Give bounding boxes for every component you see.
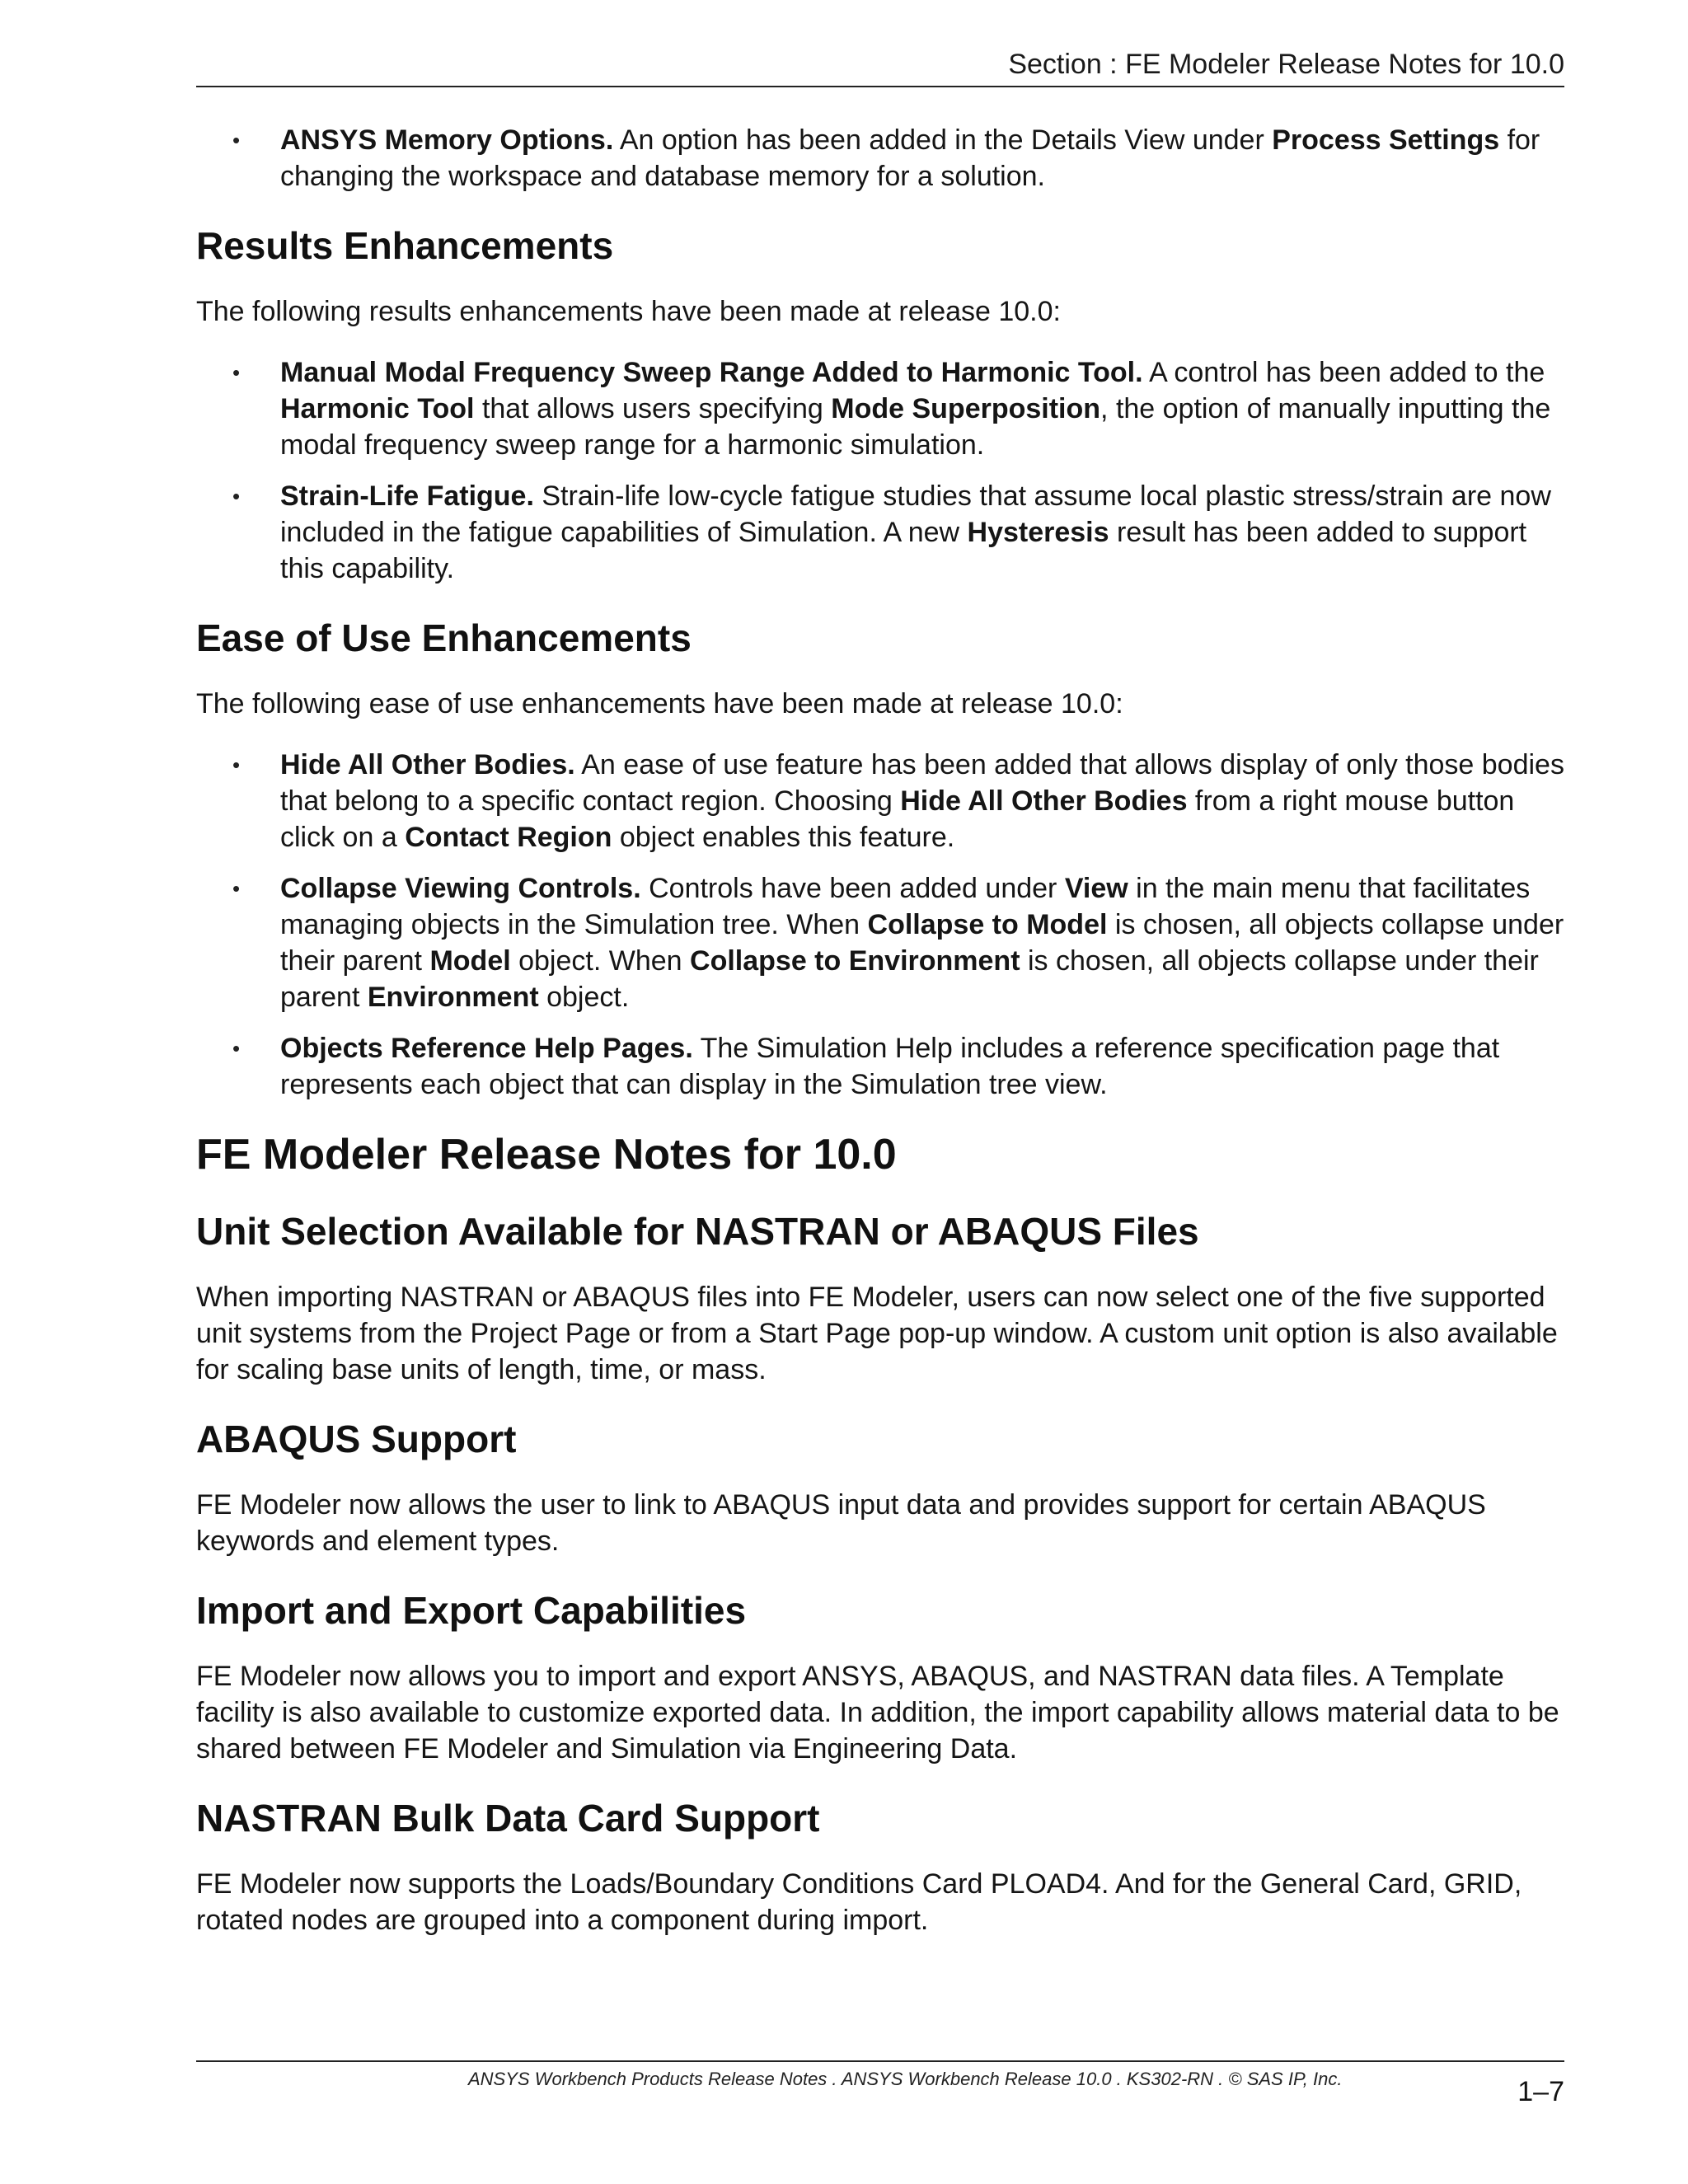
footer-divider — [196, 2060, 1564, 2062]
results-bullet-list — [196, 354, 1564, 587]
bold-term: Strain-Life Fatigue. — [280, 480, 534, 512]
bullet-text — [280, 480, 1551, 584]
ease-of-use-bullet-list — [196, 747, 1564, 1103]
footer-citation: ANSYS Workbench Products Release Notes . ANSYS Workbench Release 10.0 . KS302-RN . © SAS IP, Inc. — [468, 2069, 1343, 2089]
section-heading-ease-of-use: Ease of Use Enhancements — [196, 616, 692, 659]
bullet-text — [280, 124, 1540, 192]
bold-term: Harmonic Tool — [280, 393, 475, 424]
intro-bullet-list — [196, 122, 1564, 194]
bold-term: Hysteresis — [967, 517, 1109, 548]
bold-term: Objects Reference Help Pages. — [280, 1033, 693, 1064]
section-heading-nastran-bulk-data: NASTRAN Bulk Data Card Support — [196, 1797, 820, 1840]
bold-term: Hide All Other Bodies — [900, 785, 1188, 817]
list-item — [196, 747, 1564, 855]
bold-term: Contact Region — [405, 822, 612, 853]
text-run: that allows users specifying — [474, 393, 832, 424]
bold-term: Process Settings — [1272, 124, 1500, 156]
paragraph: When importing NASTRAN or ABAQUS files into FE Modeler, users can now select one of the five supported unit systems from the Project Page or from a Start Page pop-up window. A custom unit option is also available for scaling base units of length, time, or mass. — [196, 1282, 1558, 1385]
bullet-icon: • — [232, 484, 241, 509]
section-heading-abaqus-support: ABAQUS Support — [196, 1418, 517, 1460]
text-run: is chosen, all objects collapse under their parent — [280, 945, 1539, 1013]
text-run: object. — [538, 982, 630, 1013]
bullet-icon: • — [232, 876, 241, 901]
bullet-icon: • — [232, 752, 241, 777]
bold-term: Collapse to Environment — [690, 945, 1020, 977]
bullet-text — [280, 749, 1564, 853]
page-content — [196, 122, 1564, 1963]
list-item — [196, 478, 1564, 587]
bold-term: Model — [429, 945, 511, 977]
chapter-heading-fe-modeler: FE Modeler Release Notes for 10.0 — [196, 1131, 897, 1179]
text-run: A control has been added to the — [1142, 357, 1545, 388]
text-run: An option has been added in the Details View under — [613, 124, 1273, 156]
paragraph: The following ease of use enhancements have been made at release 10.0: — [196, 688, 1123, 719]
paragraph: FE Modeler now allows the user to link to ABAQUS input data and provides support for certain ABAQUS keywords and element types. — [196, 1489, 1486, 1557]
text-run: for changing the workspace and database memory for a solution. — [280, 124, 1540, 192]
bullet-text — [280, 1033, 1499, 1100]
section-heading-import-export: Import and Export Capabilities — [196, 1589, 747, 1632]
bold-term: Collapse Viewing Controls. — [280, 873, 641, 904]
section-heading-results: Results Enhancements — [196, 224, 614, 267]
bullet-text — [280, 873, 1564, 1013]
list-item — [196, 1030, 1564, 1103]
text-run: result has been added to support this capability. — [280, 517, 1527, 584]
paragraph: The following results enhancements have been made at release 10.0: — [196, 296, 1061, 327]
bold-term: Mode Superposition — [831, 393, 1101, 424]
list-item — [196, 870, 1564, 1015]
text-run: Strain-life low-cycle fatigue studies that assume local plastic stress/strain are now included in the fatigue capabilities of Simulation. A new — [280, 480, 1551, 548]
bold-term: Manual Modal Frequency Sweep Range Added to Harmonic Tool. — [280, 357, 1143, 388]
bold-term: Hide All Other Bodies. — [280, 749, 575, 780]
text-run: in the main menu that facilitates managing objects in the Simulation tree. When — [280, 873, 1531, 940]
text-run: The Simulation Help includes a reference specification page that represents each object that can display in the Simulation tree view. — [280, 1033, 1500, 1100]
text-run: , the option of manually inputting the modal frequency sweep range for a harmonic simulation. — [280, 393, 1551, 461]
text-run: object. When — [510, 945, 691, 977]
text-run: Controls have been added under — [640, 873, 1065, 904]
text-run: An ease of use feature has been added that allows display of only those bodies that belong to a specific contact region. Choosing — [280, 749, 1564, 817]
bold-term: Collapse to Model — [867, 909, 1108, 940]
bold-term: View — [1064, 873, 1128, 904]
list-item — [196, 354, 1564, 463]
section-heading-unit-selection: Unit Selection Available for NASTRAN or ABAQUS Files — [196, 1210, 1199, 1253]
text-run: from a right mouse button click on a — [280, 785, 1515, 853]
bullet-icon: • — [232, 128, 241, 152]
running-header: Section : FE Modeler Release Notes for 10.0 — [1008, 49, 1564, 80]
paragraph: FE Modeler now supports the Loads/Boundary Conditions Card PLOAD4. And for the General Card, GRID, rotated nodes are grouped into a component during import. — [196, 1868, 1522, 1936]
header-divider — [196, 86, 1564, 87]
paragraph: FE Modeler now allows you to import and export ANSYS, ABAQUS, and NASTRAN data files. A Template facility is also available to customize exported data. In addition, the import capability allows material data to be shared between FE Modeler and Simulation via Engineering Data. — [196, 1661, 1559, 1765]
bullet-text — [280, 357, 1550, 461]
text-run: object enables this feature. — [612, 822, 955, 853]
list-item — [196, 122, 1564, 194]
bullet-icon: • — [232, 1036, 241, 1061]
page-number: 1–7 — [1517, 2076, 1564, 2107]
text-run: is chosen, all objects collapse under their parent — [280, 909, 1564, 977]
bold-term: ANSYS Memory Options. — [280, 124, 614, 156]
bold-term: Environment — [367, 982, 539, 1013]
bullet-icon: • — [232, 360, 241, 385]
